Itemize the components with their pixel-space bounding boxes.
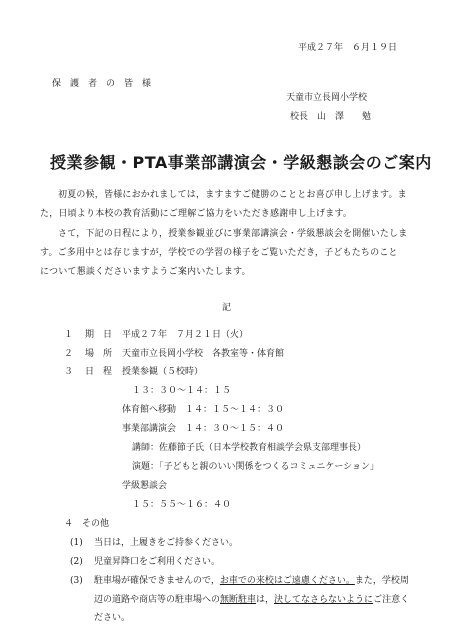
parking-emphasis: 無断駐車 (220, 595, 257, 605)
other-item-continued: ださい。 (94, 613, 131, 623)
greeting-paragraph (40, 186, 407, 224)
other-number: (3) (70, 576, 83, 586)
schedule-entry: 体育館へ移動 １４：１５～１４：３０ (122, 405, 285, 415)
parking-text: は， (256, 595, 275, 605)
school-name: 天童市立長岡小学校 (286, 93, 368, 103)
item-label-other: ４ その他 (64, 519, 110, 529)
lecturer-line: 講師：佐藤節子氏（日本学校教育相談学会県支部理事長） (132, 443, 367, 453)
parking-emphasis: お車での来校はご遠慮ください。 (219, 576, 355, 586)
other-number: (2) (70, 557, 83, 567)
body-line: さて，下記の日程により，授業参観並びに事業部講演会・学級懇談会を開催いたしま (58, 229, 408, 239)
item-number: ２ (64, 349, 74, 359)
document-date: 平成２７年 ６月１９日 (298, 43, 398, 53)
body-line: た，日頃より本校の教育活動にご理解ご協力をいただき感謝申し上げます。 (40, 209, 353, 219)
item-number: ３ (64, 367, 74, 377)
parking-emphasis: 決してなさらないように (274, 595, 374, 605)
schedule-entry: 授業参観（５校時） (122, 367, 204, 377)
schedule-time: １３：３０～１４：１５ (132, 386, 232, 396)
item-label-date: 期 日 (85, 330, 113, 340)
other-item: 当日は，上履きをご持参ください。 (94, 538, 239, 548)
item-label-place: 場 所 (85, 349, 113, 359)
item-number: １ (64, 330, 74, 340)
parking-text: 辺の道路や商店等の駐車場への (94, 595, 221, 605)
parking-text: ご注意く (373, 595, 410, 605)
other-number: (1) (70, 538, 83, 548)
schedule-entry: 学級懇談会 (122, 481, 168, 491)
item-value-date: 平成２７年 ７月２１日（火） (122, 330, 249, 340)
other-item: 児童昇降口をご利用ください。 (94, 557, 221, 567)
body-line: 初夏の候，皆様におかれましては，ますますご健勝のこととお喜び申し上げます。ま (58, 190, 407, 200)
item-value-place: 天童市立長岡小学校 各教室等・体育館 (122, 349, 285, 359)
schedule-entry: 事業部講演会 １４：３０～１５：４０ (122, 424, 285, 434)
principal-name: 校長 山 澤 勉 (290, 112, 372, 122)
schedule-time: １５：５５～１６：４０ (132, 500, 232, 510)
addressee: 保 護 者 の 皆 様 (52, 79, 152, 89)
parking-text: また，学校周 (354, 576, 409, 586)
notice-paragraph (40, 225, 407, 282)
body-line: す。ご多用中とは存じますが，学校での学習の様子をご覧いただき，子どもたちのこと (40, 248, 398, 258)
other-item-continued (94, 594, 409, 606)
parking-text: 駐車場が確保できませんので， (94, 576, 220, 586)
item-label-schedule: 日 程 (85, 367, 113, 377)
document-title: 授業参観・PTA事業部講演会・学級懇談会のご案内 (50, 153, 432, 172)
ki-heading: 記 (222, 303, 232, 313)
theme-line: 演題：「子どもと親のいい関係をつくるコミュニケーション」 (132, 462, 379, 472)
body-line: について懇談くださいますようご案内いたします。 (40, 267, 251, 277)
other-item (94, 575, 409, 587)
